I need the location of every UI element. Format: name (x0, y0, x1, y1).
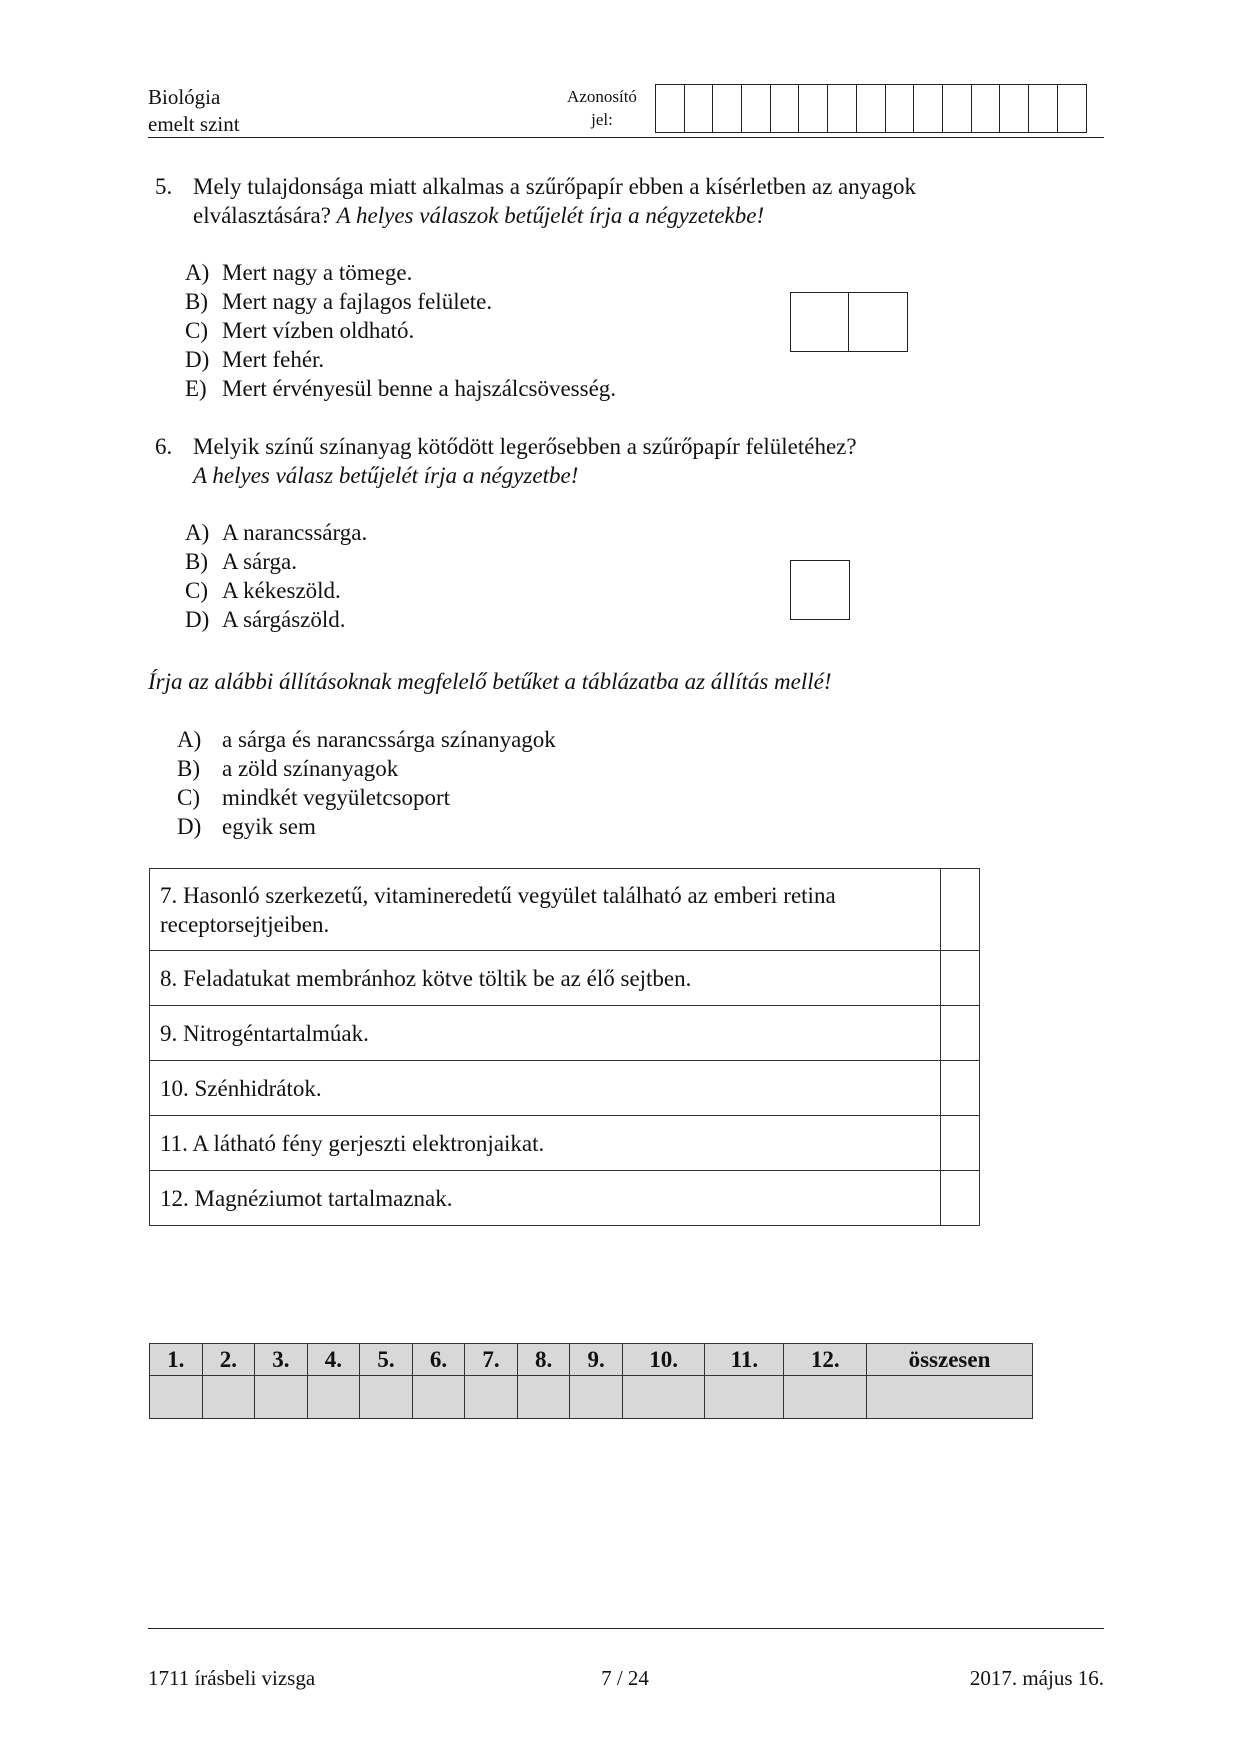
score-header-cell: 12. (784, 1344, 867, 1376)
score-cell[interactable] (570, 1376, 623, 1419)
statement-text: 9. Nitrogéntartalmúak. (150, 1006, 941, 1061)
answer-box[interactable] (791, 293, 849, 351)
score-header-cell: 6. (412, 1344, 465, 1376)
question-6 (0, 432, 1241, 492)
question-5-number: 5. (155, 174, 173, 199)
footer-divider (148, 1628, 1104, 1629)
id-digit-box[interactable] (685, 85, 714, 132)
option-letter: B) (185, 289, 208, 314)
score-header-cell: 5. (360, 1344, 413, 1376)
id-label (560, 85, 644, 131)
option-text: A sárgászöld. (222, 607, 346, 632)
statement-answer-cell[interactable] (941, 1116, 980, 1171)
statement-text: 7. Hasonló szerkezetű, vitamineredetű vegyület található az emberi retina receptorsejtjeiben. (150, 869, 941, 951)
option-text: a sárga és narancssárga színanyagok (222, 727, 556, 752)
question-6-text (193, 432, 1093, 490)
option-letter: A) (177, 727, 202, 752)
question-6-instruction: A helyes válasz betűjelét írja a négyzetbe! (193, 463, 579, 488)
score-cell[interactable] (255, 1376, 308, 1419)
statement-row (150, 1171, 980, 1226)
score-cell[interactable] (202, 1376, 255, 1419)
option-text: A narancssárga. (222, 520, 368, 545)
option-text: A sárga. (222, 549, 297, 574)
statement-answer-cell[interactable] (941, 1171, 980, 1226)
option-text: a zöld színanyagok (222, 756, 399, 781)
id-digit-box[interactable] (1029, 85, 1058, 132)
id-label-line1: Azonosító (567, 87, 637, 106)
id-digit-box[interactable] (656, 85, 685, 132)
id-digit-box[interactable] (943, 85, 972, 132)
option-text: Mert fehér. (222, 347, 325, 372)
id-digit-box[interactable] (713, 85, 742, 132)
score-cell[interactable] (517, 1376, 570, 1419)
score-input-row (150, 1376, 1033, 1419)
id-digit-box[interactable] (857, 85, 886, 132)
score-header-cell: 10. (622, 1344, 704, 1376)
score-header-cell: 7. (465, 1344, 518, 1376)
id-digit-box[interactable] (771, 85, 800, 132)
id-digit-box[interactable] (914, 85, 943, 132)
score-header-cell: 1. (150, 1344, 203, 1376)
id-digit-box[interactable] (1000, 85, 1029, 132)
question-5 (0, 172, 1241, 232)
score-table (149, 1343, 1033, 1419)
score-cell[interactable] (465, 1376, 518, 1419)
id-label-line2: jel: (591, 110, 613, 129)
statement-answer-cell[interactable] (941, 951, 980, 1006)
score-cell[interactable] (705, 1376, 784, 1419)
statement-row (150, 869, 980, 951)
id-digit-box[interactable] (799, 85, 828, 132)
statements-table (149, 868, 980, 1226)
option-text: Mert vízben oldható. (222, 318, 415, 343)
score-header-cell: 11. (705, 1344, 784, 1376)
score-cell[interactable] (307, 1376, 360, 1419)
id-digit-box[interactable] (1058, 85, 1087, 132)
grouping-instruction: Írja az alábbi állításoknak megfelelő betűket a táblázatba az állítás mellé! (148, 669, 832, 694)
id-digit-box[interactable] (886, 85, 915, 132)
option-letter: D) (185, 607, 210, 632)
answer-box[interactable] (849, 293, 907, 351)
option-letter: D) (177, 814, 202, 839)
option-letter: C) (185, 578, 208, 603)
option-text: Mert nagy a tömege. (222, 260, 413, 285)
question-5-line2: elválasztására? (193, 203, 331, 228)
answer-box[interactable] (791, 561, 849, 619)
statement-answer-cell[interactable] (941, 1061, 980, 1116)
option-text: Mert érvényesül benne a hajszálcsövesség. (222, 376, 617, 401)
score-header-cell: 8. (517, 1344, 570, 1376)
question-6-number: 6. (155, 434, 173, 459)
id-digit-box[interactable] (828, 85, 857, 132)
statement-text: 8. Feladatukat membránhoz kötve töltik be az élő sejtben. (150, 951, 941, 1006)
question-5-answer-boxes[interactable] (790, 292, 908, 352)
statement-answer-cell[interactable] (941, 869, 980, 951)
subject-name: Biológia (148, 85, 221, 109)
score-header-cell: összesen (867, 1344, 1033, 1376)
question-6-answer-box[interactable] (790, 560, 850, 620)
header-divider (148, 137, 1104, 138)
statement-row (150, 951, 980, 1006)
page-number: 7 / 24 (601, 1666, 649, 1690)
id-input-boxes[interactable] (655, 84, 1087, 133)
id-digit-box[interactable] (742, 85, 771, 132)
statement-row (150, 1006, 980, 1061)
score-header-cell: 4. (307, 1344, 360, 1376)
statement-text: 10. Szénhidrátok. (150, 1061, 941, 1116)
statement-text: 11. A látható fény gerjeszti elektronjaikat. (150, 1116, 941, 1171)
option-letter: D) (185, 347, 210, 372)
score-cell[interactable] (784, 1376, 867, 1419)
statement-row (150, 1061, 980, 1116)
option-letter: C) (185, 318, 208, 343)
question-5-instruction: A helyes válaszok betűjelét írja a négyzetekbe! (336, 203, 765, 228)
statement-text: 12. Magnéziumot tartalmaznak. (150, 1171, 941, 1226)
option-text: A kékeszöld. (222, 578, 341, 603)
option-text: mindkét vegyületcsoport (222, 785, 451, 810)
score-cell[interactable] (412, 1376, 465, 1419)
score-header-cell: 9. (570, 1344, 623, 1376)
option-text: egyik sem (222, 814, 316, 839)
option-text: Mert nagy a fajlagos felülete. (222, 289, 493, 314)
subject-heading (148, 84, 240, 138)
option-letter: E) (185, 376, 207, 401)
question-5-line1: Mely tulajdonsága miatt alkalmas a szűrőpapír ebben a kísérletben az anyagok (193, 174, 916, 199)
exam-date: 2017. május 16. (969, 1666, 1104, 1690)
question-5-text (193, 172, 1093, 230)
score-cell[interactable] (150, 1376, 203, 1419)
option-letter: A) (185, 260, 210, 285)
option-letter: C) (177, 785, 200, 810)
score-header-row (150, 1344, 1033, 1376)
question-6-line1: Melyik színű színanyag kötődött legerősebben a szűrőpapír felületéhez? (193, 434, 857, 459)
subject-level: emelt szint (148, 112, 240, 136)
id-digit-box[interactable] (972, 85, 1001, 132)
score-header-cell: 2. (202, 1344, 255, 1376)
option-letter: A) (185, 520, 210, 545)
footer-exam-code: 1711 írásbeli vizsga (148, 1666, 316, 1690)
statement-row (150, 1116, 980, 1171)
score-cell[interactable] (360, 1376, 413, 1419)
score-cell[interactable] (867, 1376, 1033, 1419)
option-letter: B) (177, 756, 200, 781)
score-cell[interactable] (622, 1376, 704, 1419)
score-header-cell: 3. (255, 1344, 308, 1376)
option-letter: B) (185, 549, 208, 574)
statement-answer-cell[interactable] (941, 1006, 980, 1061)
